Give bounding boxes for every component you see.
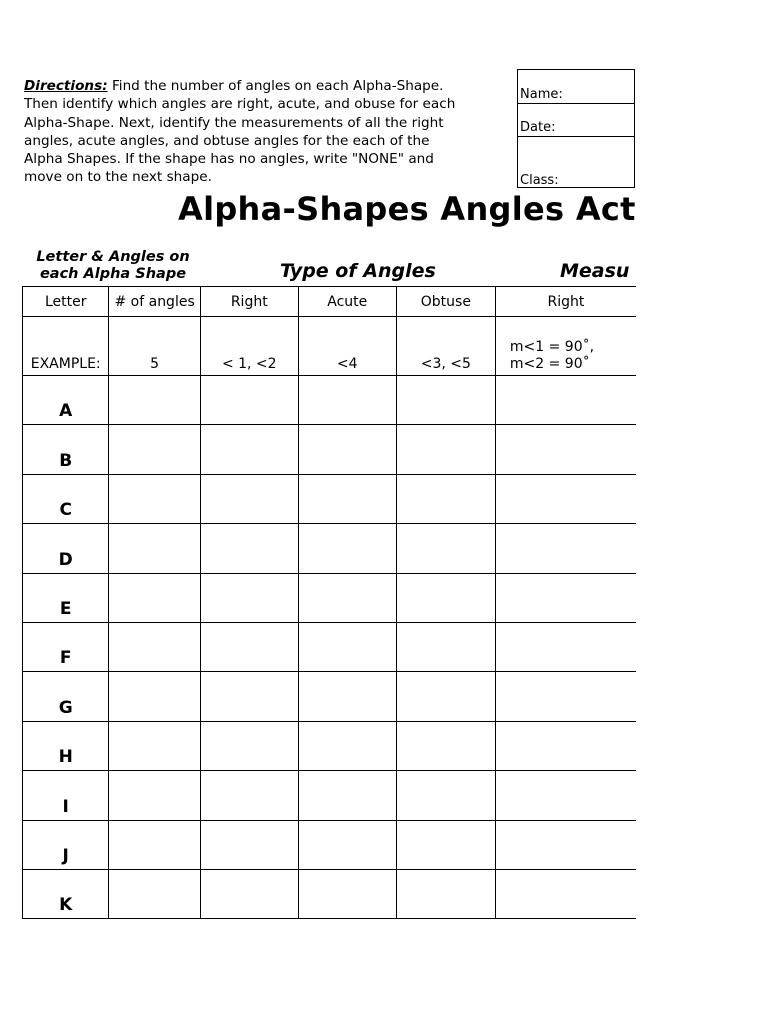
col-header-right-measure: Right [495, 287, 636, 317]
row-letter: A [23, 376, 109, 425]
count-cell[interactable] [109, 672, 200, 721]
right-cell[interactable] [200, 820, 298, 869]
acute-cell[interactable] [298, 771, 396, 820]
count-cell[interactable] [109, 376, 200, 425]
example-obtuse: <3, <5 [396, 317, 495, 376]
row-letter: D [23, 524, 109, 573]
right-cell[interactable] [200, 376, 298, 425]
table-row [23, 425, 637, 474]
acute-cell[interactable] [298, 721, 396, 770]
table-row [23, 820, 637, 869]
row-letter: F [23, 622, 109, 671]
obtuse-cell[interactable] [396, 771, 495, 820]
acute-cell[interactable] [298, 524, 396, 573]
obtuse-cell[interactable] [396, 474, 495, 523]
right-cell[interactable] [200, 524, 298, 573]
table-row [23, 474, 637, 523]
col-header-count: # of angles [109, 287, 200, 317]
table-row [23, 672, 637, 721]
count-cell[interactable] [109, 474, 200, 523]
acute-cell[interactable] [298, 622, 396, 671]
col-header-letter: Letter [23, 287, 109, 317]
table-row [23, 376, 637, 425]
table-row [23, 869, 637, 918]
acute-cell[interactable] [298, 425, 396, 474]
class-label: Class: [520, 173, 559, 188]
row-letter: G [23, 672, 109, 721]
right-measure-cell[interactable] [495, 524, 636, 573]
row-letter: I [23, 771, 109, 820]
right-cell[interactable] [200, 672, 298, 721]
right-measure-cell[interactable] [495, 869, 636, 918]
directions-body: Find the number of angles on each Alpha-Shape. Then identify which angles are right, acute, and obuse for each Alpha-Shape. Next, identify the measurements of all the right angles, acute angles, and obtuse angles for the each of the Alpha Shapes. If the shape has no angles, write "NONE" and move on to the next shape. [24, 78, 456, 186]
row-letter: J [23, 820, 109, 869]
right-cell[interactable] [200, 771, 298, 820]
count-cell[interactable] [109, 425, 200, 474]
acute-cell[interactable] [298, 573, 396, 622]
count-cell[interactable] [109, 573, 200, 622]
table-row [23, 771, 637, 820]
example-count: 5 [109, 317, 200, 376]
type-of-angles-subheader: Type of Angles [280, 260, 436, 282]
count-cell[interactable] [109, 771, 200, 820]
right-measure-cell[interactable] [495, 721, 636, 770]
table-row [23, 573, 637, 622]
table-header-row [23, 287, 637, 317]
count-cell[interactable] [109, 622, 200, 671]
right-measure-cell[interactable] [495, 376, 636, 425]
obtuse-cell[interactable] [396, 672, 495, 721]
col-header-acute: Acute [298, 287, 396, 317]
letter-angles-subheader: Letter & Angles on each Alpha Shape [36, 249, 190, 282]
right-measure-cell[interactable] [495, 672, 636, 721]
right-cell[interactable] [200, 425, 298, 474]
example-acute: <4 [298, 317, 396, 376]
example-letter: EXAMPLE: [23, 317, 109, 376]
acute-cell[interactable] [298, 869, 396, 918]
right-measure-cell[interactable] [495, 573, 636, 622]
row-letter: H [23, 721, 109, 770]
right-measure-cell[interactable] [495, 425, 636, 474]
right-measure-cell[interactable] [495, 622, 636, 671]
measurement-subheader: Measu [560, 260, 630, 282]
count-cell[interactable] [109, 820, 200, 869]
acute-cell[interactable] [298, 672, 396, 721]
obtuse-cell[interactable] [396, 820, 495, 869]
obtuse-cell[interactable] [396, 524, 495, 573]
acute-cell[interactable] [298, 820, 396, 869]
example-right: < 1, <2 [200, 317, 298, 376]
table-row [23, 524, 637, 573]
right-measure-cell[interactable] [495, 820, 636, 869]
angles-table [22, 286, 636, 919]
example-row [23, 317, 637, 376]
right-cell[interactable] [200, 573, 298, 622]
obtuse-cell[interactable] [396, 376, 495, 425]
table-row [23, 622, 637, 671]
row-letter: C [23, 474, 109, 523]
row-letter: K [23, 869, 109, 918]
count-cell[interactable] [109, 869, 200, 918]
right-measure-cell[interactable] [495, 474, 636, 523]
col-header-obtuse: Obtuse [396, 287, 495, 317]
row-letter: E [23, 573, 109, 622]
obtuse-cell[interactable] [396, 721, 495, 770]
example-right-measure: m<1 = 90˚, m<2 = 90˚ [495, 317, 636, 376]
obtuse-cell[interactable] [396, 425, 495, 474]
row-letter: B [23, 425, 109, 474]
obtuse-cell[interactable] [396, 622, 495, 671]
acute-cell[interactable] [298, 376, 396, 425]
count-cell[interactable] [109, 721, 200, 770]
obtuse-cell[interactable] [396, 573, 495, 622]
obtuse-cell[interactable] [396, 869, 495, 918]
date-label: Date: [520, 120, 556, 135]
table-row [23, 721, 637, 770]
count-cell[interactable] [109, 524, 200, 573]
col-header-right: Right [200, 287, 298, 317]
name-label: Name: [520, 87, 563, 102]
directions-label: Directions: [24, 78, 108, 94]
right-cell[interactable] [200, 622, 298, 671]
page-title: Alpha-Shapes Angles Act [178, 190, 636, 228]
right-cell[interactable] [200, 721, 298, 770]
acute-cell[interactable] [298, 474, 396, 523]
right-measure-cell[interactable] [495, 771, 636, 820]
right-cell[interactable] [200, 869, 298, 918]
right-cell[interactable] [200, 474, 298, 523]
